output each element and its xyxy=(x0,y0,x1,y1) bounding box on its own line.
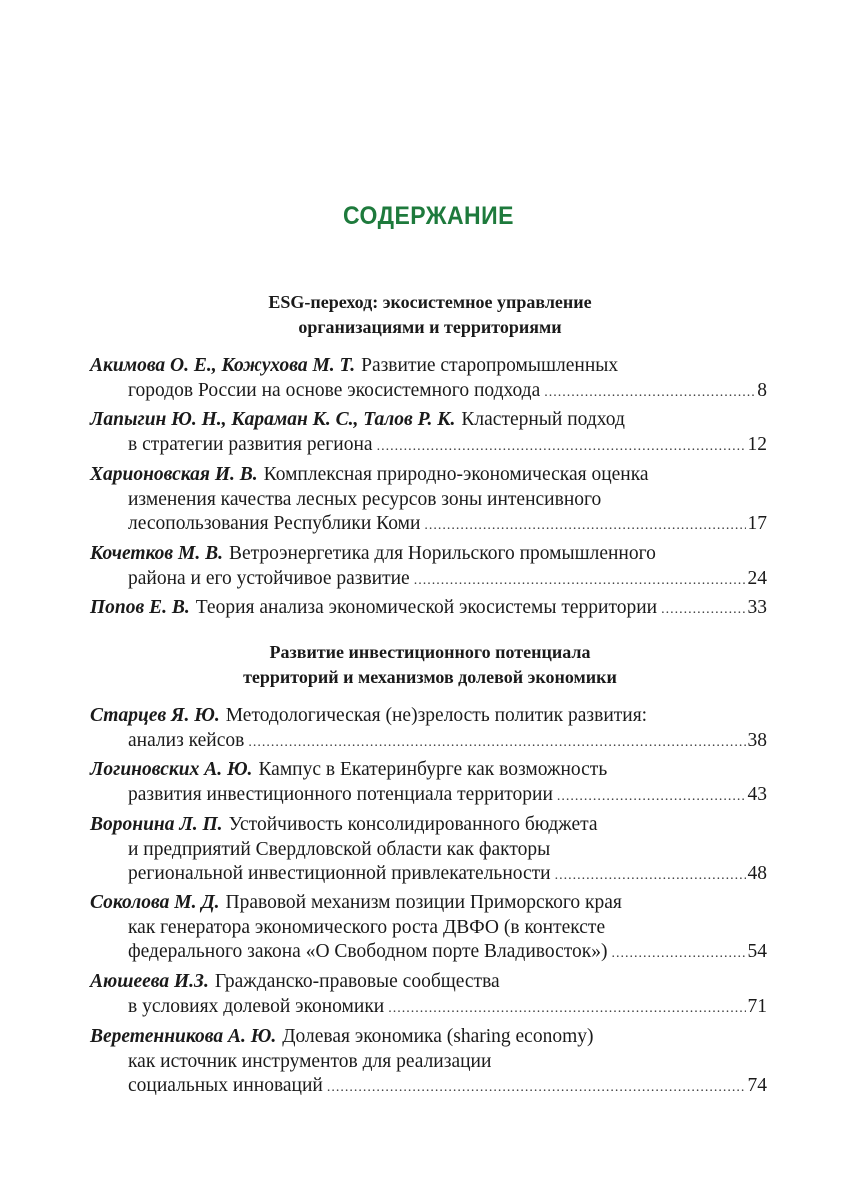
entry-page-number: 74 xyxy=(747,1075,767,1096)
entry-page-number: 71 xyxy=(747,995,767,1017)
entry-page-number: 24 xyxy=(747,567,767,589)
section-heading-line: ESG-переход: экосистемное управление xyxy=(268,292,592,312)
entry-authors: Харионовская И. В. xyxy=(90,464,258,485)
entry-authors: Лапыгин Ю. Н., Караман К. С., Талов Р. К. xyxy=(90,409,456,430)
entry-page-number: 54 xyxy=(747,941,767,962)
leader-dots xyxy=(611,942,745,967)
entry-authors: Веретенникова А. Ю. xyxy=(90,1026,277,1047)
toc-entry[interactable] xyxy=(90,1025,767,1101)
entry-authors: Кочетков М. В. xyxy=(90,543,223,564)
toc-entry[interactable] xyxy=(90,596,767,623)
section-heading xyxy=(90,290,770,340)
entry-title-line: как генератора экономического роста ДВФО (в контексте xyxy=(128,916,606,938)
entry-title-line: изменения качества лесных ресурсов зоны интенсивного xyxy=(128,488,602,510)
entry-title-line: Кампус в Екатеринбурге как возможность xyxy=(258,759,608,780)
leader-dots xyxy=(414,569,746,594)
entry-authors: Аюшеева И.З. xyxy=(90,971,209,992)
toc-entry[interactable] xyxy=(90,758,767,809)
entry-page-number: 38 xyxy=(747,729,767,751)
entry-page-number: 12 xyxy=(747,433,767,455)
entry-title-line: в условиях долевой экономики xyxy=(128,995,385,1017)
entry-title-line: Методологическая (не)зрелость политик развития: xyxy=(225,705,648,726)
entry-title-line: района и его устойчивое развитие xyxy=(128,567,410,589)
entry-authors: Попов Е. В. xyxy=(90,597,190,618)
entry-authors: Логиновских А. Ю. xyxy=(90,759,253,780)
entry-title-line: федерального закона «О Свободном порте Владивосток») xyxy=(128,941,608,962)
entry-title-line: Ветроэнергетика для Норильского промышленного xyxy=(228,543,656,564)
toc-entry[interactable] xyxy=(90,354,767,405)
entry-title-line: Устойчивость консолидированного бюджета xyxy=(228,814,598,835)
leader-dots xyxy=(377,435,746,460)
entry-title-line: Правовой механизм позиции Приморского края xyxy=(225,892,622,913)
entry-title-line: городов России на основе экосистемного подхода xyxy=(128,379,541,401)
entry-title-line: Комплексная природно-экономическая оценка xyxy=(263,464,649,485)
entry-page-number: 33 xyxy=(747,597,767,618)
toc-entry[interactable] xyxy=(90,542,767,593)
entry-authors: Соколова М. Д. xyxy=(90,892,220,913)
leader-dots xyxy=(661,598,745,623)
section-heading-line: территорий и механизмов долевой экономики xyxy=(243,667,617,687)
toc-entry[interactable] xyxy=(90,970,767,1021)
entry-authors: Старцев Я. Ю. xyxy=(90,705,220,726)
section-heading-line: Развитие инвестиционного потенциала xyxy=(269,642,591,662)
leader-dots xyxy=(388,997,745,1022)
leader-dots xyxy=(424,514,745,539)
entry-page-number: 8 xyxy=(757,379,767,401)
section-heading-line: организациями и территориями xyxy=(298,317,562,337)
toc-entry[interactable] xyxy=(90,463,767,539)
leader-dots xyxy=(248,731,745,756)
entry-title-line: Гражданско-правовые сообщества xyxy=(214,971,500,992)
entry-title-line: социальных инноваций xyxy=(128,1075,323,1096)
entry-title-line: как источник инструментов для реализации xyxy=(128,1050,492,1072)
entry-title-line: и предприятий Свердловской области как факторы xyxy=(128,838,551,860)
toc-entry[interactable] xyxy=(90,704,767,755)
entry-title-line: региональной инвестиционной привлекательности xyxy=(128,863,551,884)
leader-dots xyxy=(555,864,746,889)
entry-authors: Воронина Л. П. xyxy=(90,814,223,835)
section-heading xyxy=(90,640,770,690)
entry-title-line: Долевая экономика (sharing economy) xyxy=(282,1026,594,1047)
toc-entry[interactable] xyxy=(90,813,767,889)
entry-authors: Акимова О. Е., Кожухова М. Т. xyxy=(90,355,356,376)
entry-page-number: 48 xyxy=(747,863,767,884)
entry-title-line: в стратегии развития региона xyxy=(128,433,373,455)
entry-title-line: Кластерный подход xyxy=(461,409,625,430)
entry-title-line: Развитие старопромышленных xyxy=(361,355,619,376)
toc-entry[interactable] xyxy=(90,891,767,967)
entry-title-line: развития инвестиционного потенциала территории xyxy=(128,783,553,805)
toc-entry[interactable] xyxy=(90,408,767,459)
leader-dots xyxy=(557,785,746,810)
page-title: СОДЕРЖАНИЕ xyxy=(343,202,514,230)
entry-title-line: Теория анализа экономической экосистемы территории xyxy=(195,597,658,618)
leader-dots xyxy=(544,381,755,406)
leader-dots xyxy=(327,1076,746,1101)
entry-title-line: лесопользования Республики Коми xyxy=(128,513,421,534)
entry-page-number: 17 xyxy=(747,513,767,534)
entry-title-line: анализ кейсов xyxy=(128,729,245,751)
entry-page-number: 43 xyxy=(747,783,767,805)
